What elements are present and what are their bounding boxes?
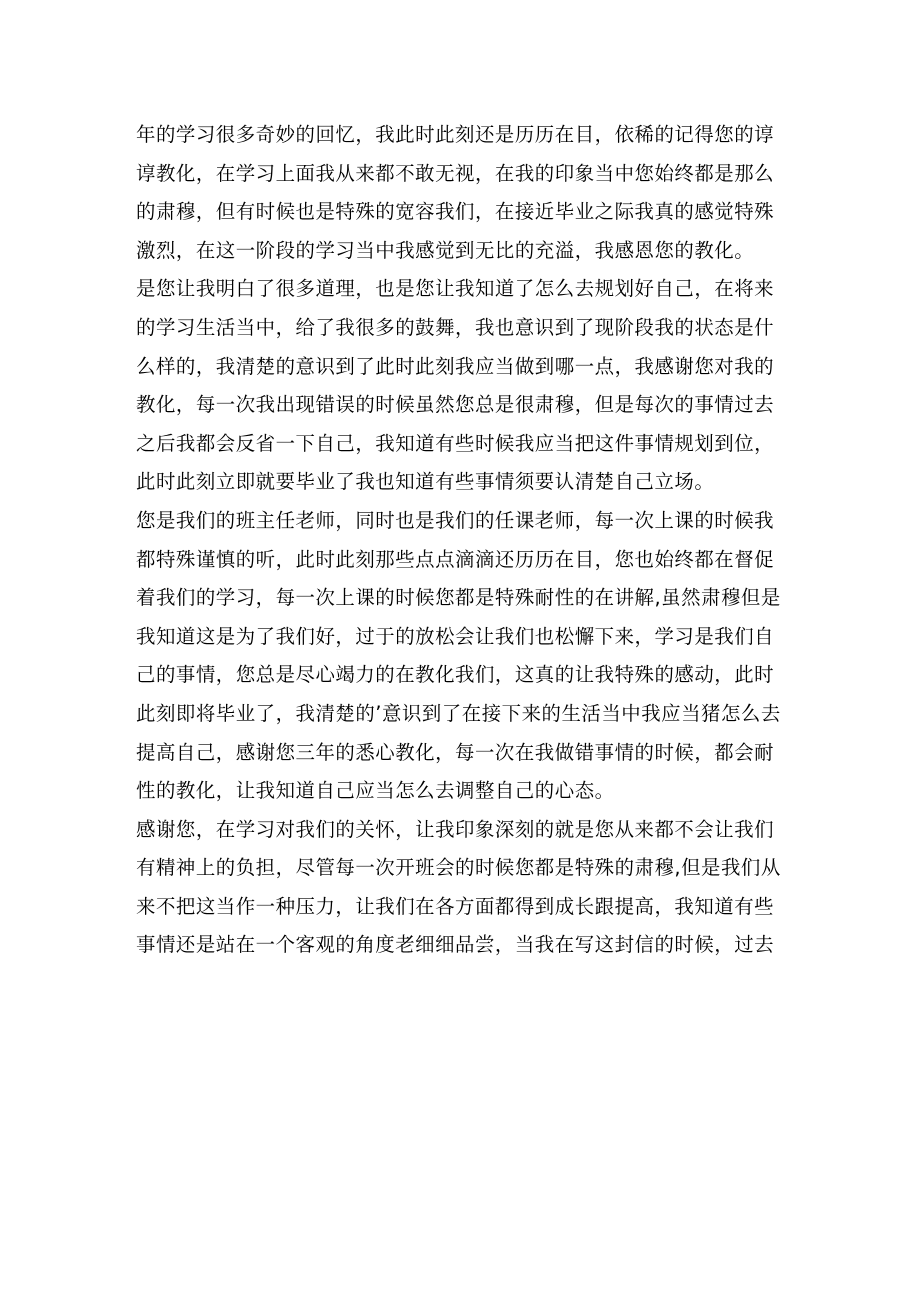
text-line: 己的事情，您总是尽心竭力的在教化我们，这真的让我特殊的感动，此时	[136, 663, 775, 687]
text-line: 的学习生活当中，给了我很多的鼓舞，我也意识到了现阶段我的状态是什	[136, 315, 775, 339]
text-line: 来不把这当作一种压力，让我们在各方面都得到成长跟提高，我知道有些	[136, 894, 775, 918]
text-line: 提高自己，感谢您三年的悉心教化，每一次在我做错事情的时候，都会耐	[136, 740, 775, 764]
text-line: 着我们的学习，每一次上课的时候您都是特殊耐性的在讲解,虽然肃穆但是	[136, 586, 781, 610]
text-line: 您是我们的班主任老师，同时也是我们的任课老师，每一次上课的时候我	[136, 508, 775, 532]
text-line: 的肃穆，但有时候也是特殊的宽容我们，在接近毕业之际我真的感觉特殊	[136, 200, 775, 224]
text-line: 事情还是站在一个客观的角度老细细品尝，当我在写这封信的时候，过去	[136, 933, 775, 957]
text-line: 之后我都会反省一下自己，我知道有些时候我应当把这件事情规划到位，	[136, 431, 775, 455]
text-line: 谆教化，在学习上面我从来都不敢无视，在我的印象当中您始终都是那么	[136, 161, 775, 185]
text-line: 此刻即将毕业了，我清楚的’意识到了在接下来的生活当中我应当猪怎么去	[136, 701, 781, 725]
text-line: 年的学习很多奇妙的回忆，我此时此刻还是历历在目，依稀的记得您的谆	[136, 123, 775, 146]
text-line: 性的教化，让我知道自己应当怎么去调整自己的心态。	[136, 779, 615, 803]
text-line: 此时此刻立即就要毕业了我也知道有些事情须要认清楚自己立场。	[136, 470, 715, 494]
text-line: 是您让我明白了很多道理，也是您让我知道了怎么去规划好自己，在将来	[136, 277, 775, 301]
text-line: 我知道这是为了我们好，过于的放松会让我们也松懈下来，学习是我们自	[136, 624, 775, 648]
text-line: 教化，每一次我出现错误的时候虽然您总是很肃穆，但是每次的事情过去	[136, 393, 775, 417]
text-line: 有精神上的负担，尽管每一次开班会的时候您都是特殊的肃穆,但是我们从	[136, 856, 781, 880]
text-line: 都特殊谨慎的听，此时此刻那些点点滴滴还历历在目，您也始终都在督促	[136, 547, 775, 571]
text-line: 感谢您，在学习对我们的关怀，让我印象深刻的就是您从来都不会让我们	[136, 817, 775, 841]
text-line: 么样的，我清楚的意识到了此时此刻我应当做到哪一点，我感谢您对我的	[136, 354, 775, 378]
text-line: 激烈，在这一阶段的学习当中我感觉到无比的充溢，我感恩您的教化。	[136, 238, 755, 262]
letter-body	[136, 116, 796, 965]
